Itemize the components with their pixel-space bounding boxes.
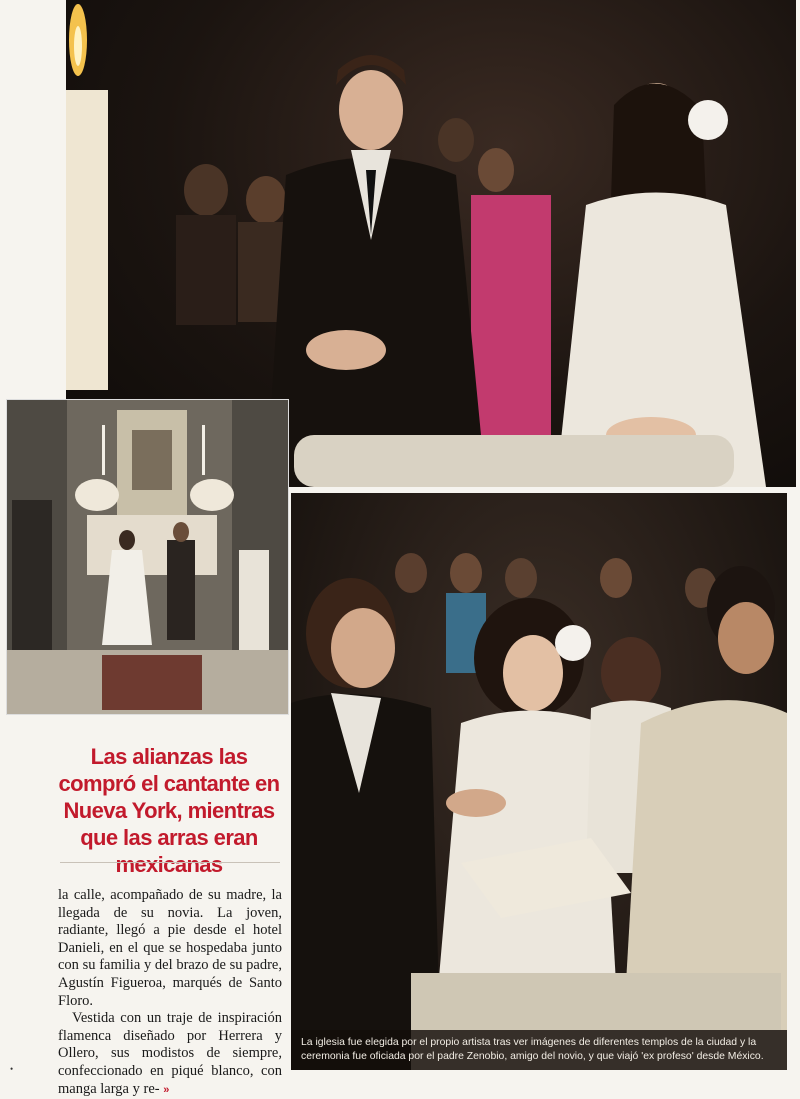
page-marker: • (10, 1064, 14, 1074)
church-interior-illustration (7, 400, 288, 714)
article-body (58, 887, 282, 1099)
body-paragraph-text: Vestida con un traje de inspiración flamenca diseñado por Herrera y Ollero, sus modistos de siempre, confeccionado en piqué blanco, con manga larga y re- (58, 1010, 282, 1097)
body-paragraph: la calle, acompañado de su madre, la llegada de su novia. La joven, radiante, llegó a pie desde el hotel Danieli, en el que se hospedaba junto con su familia y del brazo de su padre, Agustín Figueroa, marqués de Santo Floro. (58, 887, 282, 1009)
photo-caption: La iglesia fue elegida por el propio artista tras ver imágenes de diferentes templos de la ciudad y la ceremonia fue oficiada por el padre Zenobio, amigo del novio, y que viajó 'ex profeso' desde México. (291, 1030, 787, 1070)
continue-arrow-icon: » (163, 1083, 170, 1096)
ring-ceremony-illustration (291, 493, 787, 1070)
article-headline: Las alianzas las compró el cantante en Nueva York, mientras que las arras eran mexicanas (58, 744, 280, 877)
body-paragraph (58, 1010, 282, 1099)
headline-divider (60, 862, 280, 863)
ring-ceremony-photo (291, 493, 787, 1070)
church-interior-photo (6, 399, 289, 715)
